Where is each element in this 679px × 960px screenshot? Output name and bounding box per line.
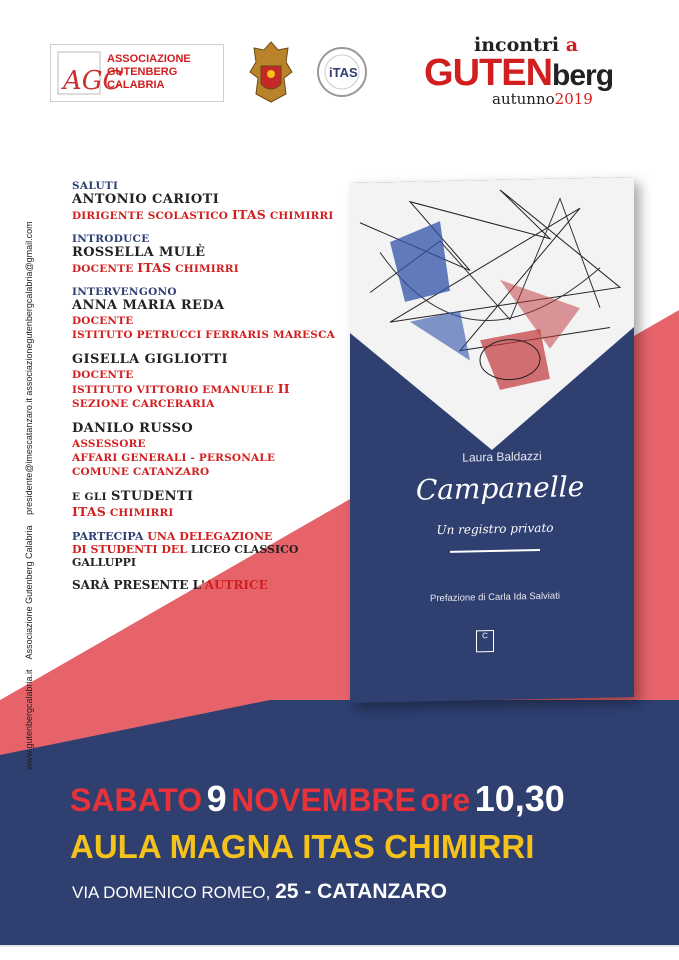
- side-contacts: [20, 221, 40, 770]
- introduce-name: ROSSELLA MULÈ: [72, 245, 206, 260]
- gigliotti-school: ISTITUTO VITTORIO EMANUELE II: [72, 381, 290, 396]
- students-school: ITAS CHIMIRRI: [72, 504, 174, 519]
- event-month: NOVEMBRE: [231, 782, 416, 818]
- bottom-border: [0, 945, 679, 960]
- series-season: [492, 90, 593, 108]
- book-subtitle: Un registro privato: [436, 520, 554, 538]
- book-preface: Prefazione di Carla Ida Salviati: [430, 590, 560, 605]
- event-date-number: 9: [206, 778, 227, 819]
- publisher-logo-icon: C: [476, 630, 494, 652]
- series-uten: UTEN: [452, 52, 553, 94]
- event-time: 10,30: [474, 778, 565, 819]
- itas-seal-text: iTAS: [329, 65, 358, 80]
- book-cover: [350, 177, 634, 703]
- russo-dept: AFFARI GENERALI - PERSONALE: [72, 452, 276, 464]
- website-link[interactable]: www.gutenbergcalabria.it: [24, 669, 34, 770]
- book-author: Laura Baldazzi: [462, 448, 542, 465]
- email-link[interactable]: presidente@imescatanzaro.it associazionegutenbergcalabria@gmail.com: [24, 221, 34, 515]
- gigliotti-section: SEZIONE CARCERARIA: [72, 398, 215, 410]
- intervengono-label: INTERVENGONO: [72, 286, 177, 298]
- facebook-link[interactable]: Associazione Gutenberg Calabria: [24, 525, 34, 660]
- series-a: a: [565, 34, 579, 56]
- partecipa-line-1: PARTECIPA UNA DELEGAZIONE: [72, 530, 273, 543]
- itas-seal-icon: [316, 46, 368, 98]
- book-title: Campanelle: [415, 470, 585, 507]
- navy-band: [0, 700, 679, 945]
- saluti-name: ANTONIO CARIOTI: [72, 192, 220, 207]
- reda-role: DOCENTE: [72, 315, 134, 327]
- partecipa-line-2: DI STUDENTI DEL LICEO CLASSICO: [72, 543, 299, 556]
- event-ore: ore: [420, 782, 471, 818]
- association-line-3: CALABRIA: [107, 79, 165, 91]
- agc-logo-icon: [57, 51, 123, 96]
- event-address: VIA DOMENICO ROMEO, 25 - CATANZARO: [72, 880, 447, 903]
- partecipa-line-3: GALLUPPI: [72, 556, 137, 569]
- students-line: E GLI STUDENTI: [72, 489, 194, 504]
- gutenberg-association-logo: [50, 44, 224, 102]
- introduce-label: INTRODUCE: [72, 233, 150, 245]
- book-cover-art: [350, 177, 634, 703]
- gigliotti-name: GISELLA GIGLIOTTI: [72, 352, 228, 367]
- event-venue: AULA MAGNA ITAS CHIMIRRI: [70, 828, 535, 865]
- agc-logo-letter-a: AGC: [63, 66, 123, 96]
- series-title-main: [424, 52, 613, 95]
- series-autunno: autunno: [492, 90, 555, 108]
- association-name: [107, 53, 191, 92]
- association-line-2: GUTENBERG: [107, 66, 178, 78]
- series-berg: berg: [552, 59, 614, 92]
- reda-name: ANNA MARIA REDA: [72, 298, 225, 313]
- program-list: [72, 180, 342, 592]
- russo-role: ASSESSORE: [72, 438, 146, 450]
- series-year: 2019: [554, 90, 593, 108]
- saluti-role: DIRIGENTE SCOLASTICO ITAS CHIMIRRI: [72, 207, 334, 222]
- saluti-label: SALUTI: [72, 180, 119, 192]
- introduce-role: DOCENTE ITAS CHIMIRRI: [72, 260, 239, 275]
- reda-school: ISTITUTO PETRUCCI FERRARIS MARESCA: [72, 329, 335, 341]
- russo-name: DANILO RUSSO: [72, 421, 194, 436]
- event-day: SABATO: [70, 782, 203, 818]
- coat-of-arms-icon: [246, 38, 296, 106]
- series-incontri: incontri: [474, 34, 560, 56]
- gigliotti-role: DOCENTE: [72, 369, 134, 381]
- association-line-1: ASSOCIAZIONE: [107, 53, 191, 65]
- series-g: G: [424, 52, 453, 94]
- presente-line: SARÀ PRESENTE L'AUTRICE: [72, 578, 268, 592]
- event-date-time: [70, 778, 565, 820]
- russo-city: COMUNE CATANZARO: [72, 466, 210, 478]
